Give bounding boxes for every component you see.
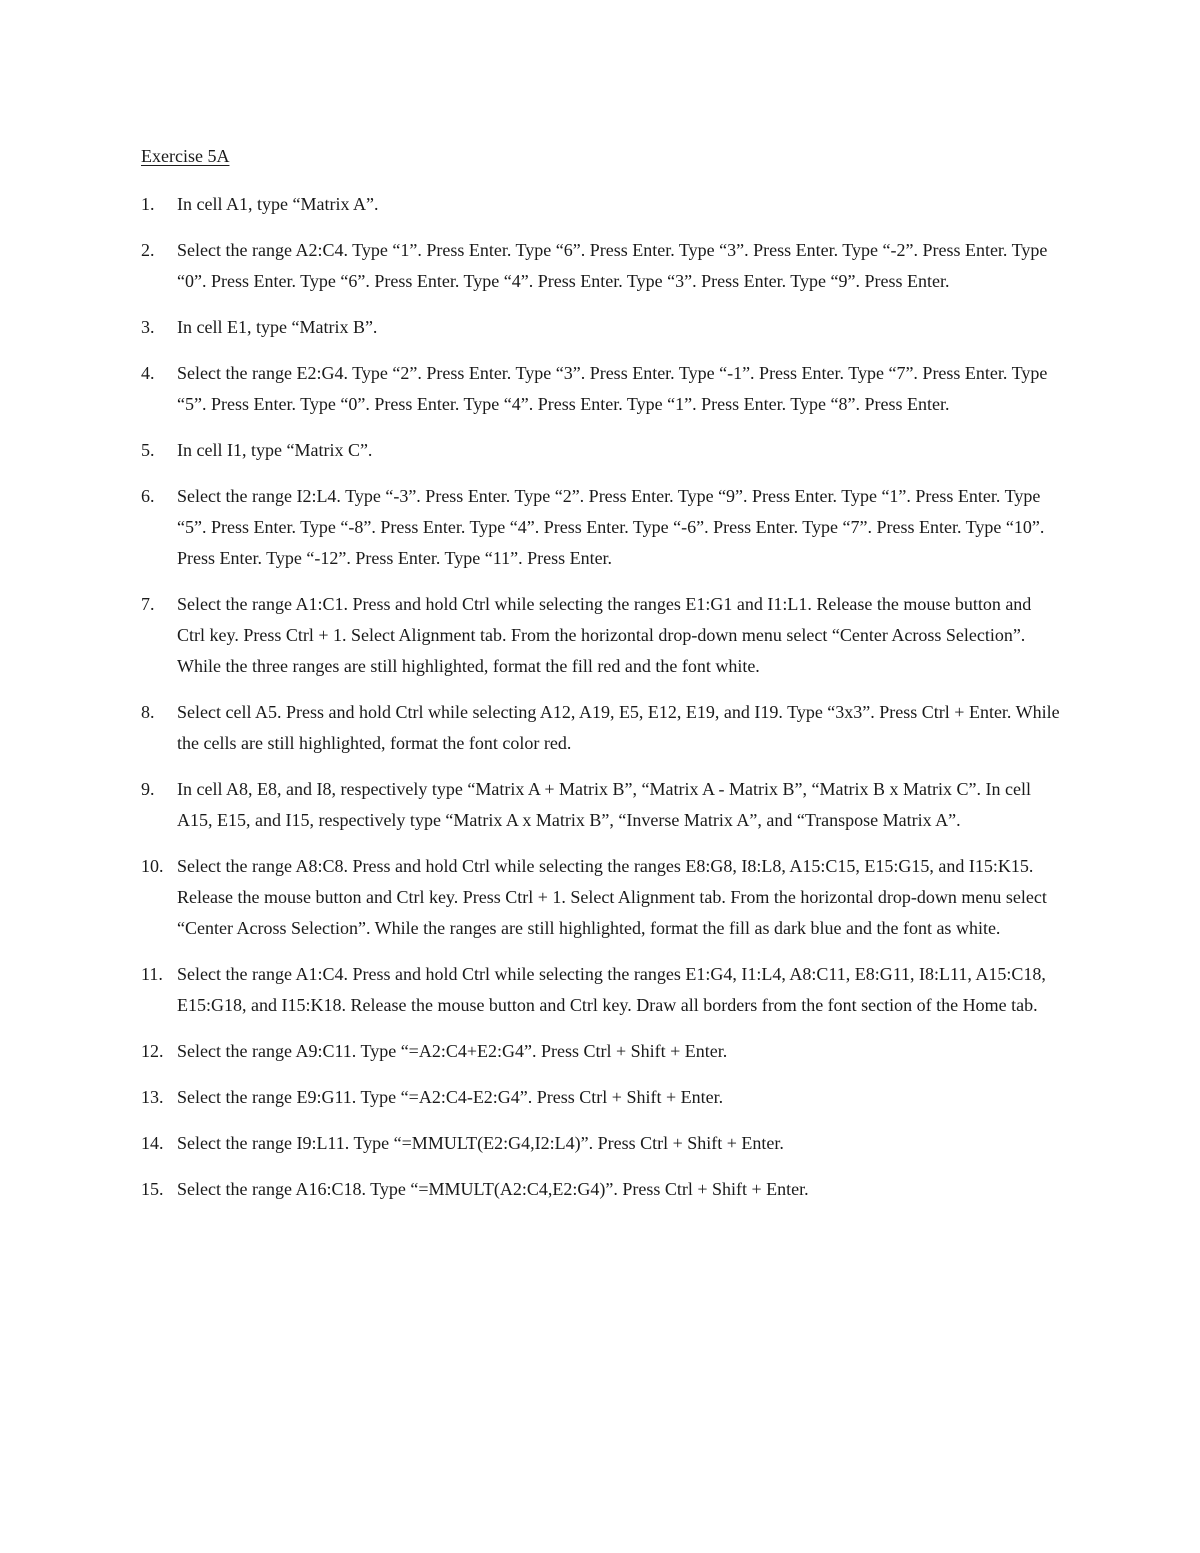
instruction-step (0, 481, 1200, 574)
step-number: 2. (141, 240, 155, 260)
step-number: 13. (141, 1087, 164, 1107)
step-number: 7. (141, 594, 155, 614)
step-text: Select the range I2:L4. Type “-3”. Press Enter. Type “2”. Press Enter. Type “9”. Press Enter. Type “1”. Press Enter. Type “5”. Press Enter. Type “-8”. Press Enter. Type “4”. Press Enter. Type “-6”. Press Enter. Type “7”. Press Enter. Type “10”. Press Enter. Type “-12”. Press Enter. Type “11”. Press Enter. (177, 486, 1045, 568)
step-number: 4. (141, 363, 155, 383)
step-number: 14. (141, 1133, 164, 1153)
instruction-step (0, 1082, 1200, 1113)
step-text: Select cell A5. Press and hold Ctrl while selecting A12, A19, E5, E12, E19, and I19. Type “3x3”. Press Ctrl + Enter. While the cells are still highlighted, format the font color red. (177, 702, 1060, 753)
step-number: 3. (141, 317, 155, 337)
step-text: Select the range E9:G11. Type “=A2:C4-E2:G4”. Press Ctrl + Shift + Enter. (177, 1087, 724, 1107)
step-number: 8. (141, 702, 155, 722)
step-number: 6. (141, 486, 155, 506)
step-text: Select the range A2:C4. Type “1”. Press Enter. Type “6”. Press Enter. Type “3”. Press Enter. Type “-2”. Press Enter. Type “0”. Press Enter. Type “6”. Press Enter. Type “4”. Press Enter. Type “3”. Press Enter. Type “9”. Press Enter. (177, 240, 1048, 291)
instruction-step (0, 697, 1200, 759)
step-number: 9. (141, 779, 155, 799)
instruction-step (0, 358, 1200, 420)
step-number: 5. (141, 440, 155, 460)
step-text: Select the range A8:C8. Press and hold Ctrl while selecting the ranges E8:G8, I8:L8, A15:C15, E15:G15, and I15:K15. Release the mouse button and Ctrl key. Press Ctrl + 1. Select Alignment tab. From the horizontal drop-down menu select “Center Across Selection”. While the ranges are still highlighted, format the fill as dark blue and the font as white. (177, 856, 1047, 938)
instruction-list (0, 189, 1200, 1220)
step-text: In cell A1, type “Matrix A”. (177, 194, 379, 214)
step-number: 10. (141, 856, 164, 876)
step-text: Select the range A1:C4. Press and hold Ctrl while selecting the ranges E1:G4, I1:L4, A8:C11, E8:G11, I8:L11, A15:C18, E15:G18, and I15:K18. Release the mouse button and Ctrl key. Draw all borders from the font section of the Home tab. (177, 964, 1046, 1015)
step-number: 11. (141, 964, 163, 984)
instruction-step (0, 312, 1200, 343)
instruction-step (0, 959, 1200, 1021)
instruction-step (0, 1128, 1200, 1159)
step-text: In cell A8, E8, and I8, respectively type “Matrix A + Matrix B”, “Matrix A - Matrix B”, “Matrix B x Matrix C”. In cell A15, E15, and I15, respectively type “Matrix A x Matrix B”, “Inverse Matrix A”, and “Transpose Matrix A”. (177, 779, 1031, 830)
instruction-step (0, 189, 1200, 220)
step-text: Select the range I9:L11. Type “=MMULT(E2:G4,I2:L4)”. Press Ctrl + Shift + Enter. (177, 1133, 784, 1153)
instruction-step (0, 435, 1200, 466)
instruction-step (0, 851, 1200, 944)
instruction-step (0, 774, 1200, 836)
step-text: Select the range E2:G4. Type “2”. Press Enter. Type “3”. Press Enter. Type “-1”. Press Enter. Type “7”. Press Enter. Type “5”. Press Enter. Type “0”. Press Enter. Type “4”. Press Enter. Type “1”. Press Enter. Type “8”. Press Enter. (177, 363, 1048, 414)
step-text: Select the range A16:C18. Type “=MMULT(A2:C4,E2:G4)”. Press Ctrl + Shift + Enter. (177, 1179, 809, 1199)
instruction-step (0, 235, 1200, 297)
step-number: 1. (141, 194, 155, 214)
step-text: Select the range A9:C11. Type “=A2:C4+E2:G4”. Press Ctrl + Shift + Enter. (177, 1041, 728, 1061)
step-text: Select the range A1:C1. Press and hold Ctrl while selecting the ranges E1:G1 and I1:L1. Release the mouse button and Ctrl key. Press Ctrl + 1. Select Alignment tab. From the horizontal drop-down menu select “Center Across Selection”. While the three ranges are still highlighted, format the fill red and the font white. (177, 594, 1032, 676)
document-title: Exercise 5A (141, 146, 230, 166)
step-number: 15. (141, 1179, 164, 1199)
step-text: In cell I1, type “Matrix C”. (177, 440, 373, 460)
step-text: In cell E1, type “Matrix B”. (177, 317, 378, 337)
instruction-step (0, 1036, 1200, 1067)
step-number: 12. (141, 1041, 164, 1061)
instruction-step (0, 589, 1200, 682)
instruction-step (0, 1174, 1200, 1205)
